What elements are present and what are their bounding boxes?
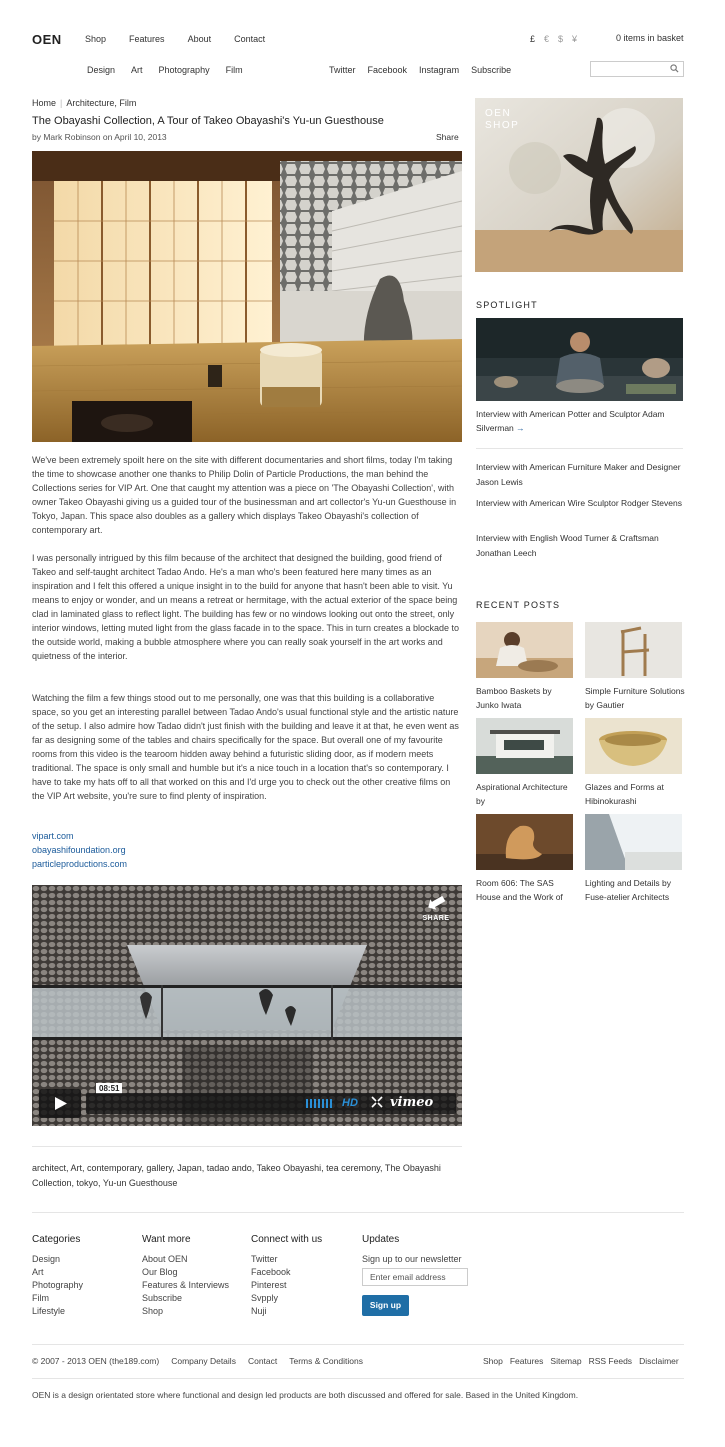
signup-button[interactable]: Sign up — [362, 1295, 409, 1316]
recent-post-title[interactable]: Bamboo Baskets by Junko Iwata — [476, 686, 552, 710]
footer-link-shop[interactable]: Shop — [483, 1356, 503, 1366]
spotlight-item[interactable]: Interview with English Wood Turner & Craftsman Jonathan Leech — [476, 533, 659, 558]
footer-link[interactable]: Art — [32, 1267, 44, 1277]
link-obayashi-foundation[interactable]: obayashifoundation.org — [32, 845, 126, 855]
hd-toggle[interactable]: HD — [342, 1097, 358, 1109]
fullscreen-button[interactable] — [371, 1096, 383, 1108]
breadcrumb-separator: | — [60, 98, 63, 108]
link-particle-productions[interactable]: particleproductions.com — [32, 859, 128, 869]
nav-about[interactable]: About — [187, 34, 212, 44]
main-nav — [85, 34, 288, 44]
footer-connect — [251, 1233, 322, 1318]
spotlight-item[interactable]: Interview with American Wire Sculptor Rodger Stevens — [476, 498, 682, 508]
footer-link[interactable]: Design — [32, 1254, 61, 1264]
newsletter-text: Sign up to our newsletter — [362, 1254, 462, 1264]
link-vipart[interactable]: vipart.com — [32, 831, 74, 841]
footer-link[interactable]: Photography — [32, 1280, 84, 1290]
category-nav — [87, 65, 259, 75]
play-button[interactable] — [39, 1089, 81, 1118]
recent-post-image[interactable] — [476, 718, 573, 774]
video-share-button[interactable] — [418, 893, 454, 922]
newsletter-email-input[interactable]: Enter email address — [362, 1268, 468, 1286]
footer-bottom-links — [32, 1356, 375, 1366]
category-film[interactable]: Film — [225, 65, 243, 75]
vimeo-logo[interactable]: vimeo — [390, 1095, 434, 1110]
recent-post-image[interactable] — [476, 814, 573, 870]
nav-contact[interactable]: Contact — [234, 34, 266, 44]
footer-heading: Connect with us — [251, 1234, 323, 1245]
footer-categories — [32, 1233, 83, 1318]
footer-link-sitemap[interactable]: Sitemap — [550, 1356, 582, 1366]
video-player[interactable] — [32, 885, 462, 1126]
breadcrumb — [32, 98, 136, 108]
footer-link[interactable]: About OEN — [142, 1254, 188, 1264]
footer-heading: Categories — [32, 1234, 81, 1245]
recent-post-title[interactable]: Simple Furniture Solutions by Gautier — [585, 686, 685, 710]
footer-updates — [362, 1233, 462, 1266]
copyright: © 2007 - 2013 OEN (the189.com) — [32, 1356, 160, 1366]
article-paragraph: We've been extremely spoilt here on the site with different documentaries and short films, today I'm taking the time to showcase another one thanks to Philip Dolin of Particle Productions, the man behind the Collections series for VIP Art. One that caught my attention was a piece on 'The Obayashi Collection', with owner Takeo Obayashi giving us a guided tour of the businessman and art collector's Yu-un Guesthouse in Tokyo, Japan. This space also doubles as a gallery which displays Takeo Obayashi's collection of contemporary art. — [32, 455, 457, 535]
article-paragraph: Watching the film a few things stood out to me personally, one was that this building is a collaborative space, so you get an interesting parallel between Tadao Ando's usual functional style and the artistic nature of the setup. I also admire how Tadao didn't just finish with the building and leave it at that, he even went as far as designing some of the tables and chairs specifically for the space. But overall one of my favourite rooms from this video is the tearoom hidden away behind a futuristic sliding door, as if modern meets traditional. The space is only small and humble but it's a nice touch in a location that's so contemporary. I have to take my hats off to all that worked on this and I'd urge you to check out the other creative films on the VIP Art website, you're sure to find plenty of inspiration. — [32, 693, 459, 801]
search-input[interactable] — [590, 61, 684, 77]
divider — [32, 1146, 462, 1147]
shop-promo[interactable] — [475, 98, 683, 272]
divider — [32, 1378, 684, 1379]
nav-shop[interactable]: Shop — [85, 34, 107, 44]
footer-link[interactable]: Our Blog — [142, 1267, 178, 1277]
footer-link[interactable]: Nuji — [251, 1306, 267, 1316]
divider — [476, 448, 683, 449]
search-icon[interactable] — [670, 64, 679, 75]
social-nav — [329, 65, 523, 75]
footer-link-company-details[interactable]: Company Details — [171, 1356, 236, 1366]
arrow-right-icon: → — [516, 423, 525, 433]
category-design[interactable]: Design — [87, 65, 116, 75]
currency-usd[interactable]: $ — [558, 34, 564, 44]
footer-heading: Updates — [362, 1234, 400, 1245]
spotlight-caption-text: Interview with American Potter and Sculptor Adam Silverman — [476, 409, 665, 433]
hero-image — [32, 151, 462, 442]
footer-link-rss[interactable]: RSS Feeds — [588, 1356, 633, 1366]
shop-label-oen: OEN — [485, 108, 512, 119]
article-paragraph: I was personally intrigued by this film because of the architect that designed the building, good friend of Takeo and self-taught architect Tadao Ando. He's a man who's been featured here many times as an inspiration and I felt this offered a unique insight in to the build for anyone that hasn't been able to visit. Yu means to enjoy or wonder, and un means a retreat or hermitage, with the actual exterior of the space being clad in laminated glass to reflect light. The building has few or no windows looking out onto the street, only interior windows, letting muted light from the glass facade in to the space. This in turn creates a blockade to the outside world, making a bubble atmosphere where you can really soak yourself in the art works and quietness of the interior. — [32, 553, 460, 661]
recent-post-image[interactable] — [476, 622, 573, 678]
share-icon — [425, 893, 447, 913]
footer-link[interactable]: Pinterest — [251, 1280, 287, 1290]
article-byline: by Mark Robinson on April 10, 2013 — [32, 132, 167, 142]
footer-want-more — [142, 1233, 229, 1318]
spotlight-item[interactable]: Interview with American Furniture Maker and Designer Jason Lewis — [476, 462, 681, 487]
currency-switcher — [530, 34, 577, 44]
footer-about-text: OEN is a design orientated store where functional and design led products are both discussed and offered for sale. Based in the United Kingdom. — [32, 1390, 579, 1400]
footer-link[interactable]: Subscribe — [142, 1293, 183, 1303]
footer-link[interactable]: Twitter — [251, 1254, 278, 1264]
footer-link-contact[interactable]: Contact — [247, 1356, 278, 1366]
footer-link-terms[interactable]: Terms & Conditions — [289, 1356, 363, 1366]
recent-post-image[interactable] — [585, 622, 682, 678]
recent-posts-heading: RECENT POSTS — [476, 600, 561, 610]
breadcrumb-home[interactable]: Home — [32, 98, 57, 108]
footer-link[interactable]: Shop — [142, 1306, 164, 1316]
footer-heading: Want more — [142, 1234, 191, 1245]
social-instagram[interactable]: Instagram — [419, 65, 460, 75]
video-control-bar — [86, 1093, 456, 1114]
play-icon — [39, 1089, 81, 1118]
recent-post-title[interactable]: Lighting and Details by Fuse-atelier Architects — [585, 878, 672, 902]
breadcrumb-section[interactable]: Architecture, Film — [66, 98, 137, 108]
related-links — [32, 829, 127, 871]
currency-jpy[interactable]: ¥ — [572, 34, 578, 44]
nav-features[interactable]: Features — [129, 34, 165, 44]
shop-label-shop: SHOP — [485, 120, 520, 131]
divider — [32, 1212, 684, 1213]
site-logo[interactable]: OEN — [32, 32, 62, 47]
article-title: The Obayashi Collection, A Tour of Takeo Obayashi's Yu-un Guesthouse — [32, 115, 384, 127]
video-share-label: SHARE — [422, 915, 450, 922]
currency-eur[interactable]: € — [544, 34, 550, 44]
recent-post-title[interactable]: Glazes and Forms at Hibinokurashi — [585, 782, 664, 806]
social-twitter[interactable]: Twitter — [329, 65, 356, 75]
footer-link-disclaimer[interactable]: Disclaimer — [639, 1356, 679, 1366]
recent-post-image[interactable] — [585, 718, 682, 774]
recent-post-image[interactable] — [585, 814, 682, 870]
recent-post-title[interactable]: Aspirational Architecture by — [476, 782, 568, 806]
fullscreen-icon — [371, 1096, 383, 1108]
footer-right-links — [483, 1356, 686, 1366]
spotlight-caption[interactable] — [476, 407, 686, 435]
footer-link[interactable]: Features & Interviews — [142, 1280, 230, 1290]
article-tags: architect, Art, contemporary, gallery, Japan, tadao ando, Takeo Obayashi, tea ceremony, The Obayashi Collection, tokyo, Yu-un Guesthouse — [32, 1163, 441, 1188]
basket-link[interactable]: 0 items in basket — [616, 33, 684, 43]
shop-promo-label — [485, 108, 519, 132]
share-button[interactable]: Share — [436, 132, 459, 142]
spotlight-heading: SPOTLIGHT — [476, 300, 538, 310]
recent-post-title[interactable]: Room 606: The SAS House and the Work of — [476, 878, 563, 902]
social-subscribe[interactable]: Subscribe — [471, 65, 512, 75]
spotlight-image[interactable] — [476, 318, 683, 401]
footer-link[interactable]: Svpply — [251, 1293, 279, 1303]
volume-control[interactable] — [306, 1099, 332, 1108]
footer-link[interactable]: Facebook — [251, 1267, 291, 1277]
footer-link-features[interactable]: Features — [509, 1356, 544, 1366]
currency-gbp[interactable]: £ — [530, 34, 536, 44]
video-duration: 08:51 — [96, 1083, 122, 1094]
category-art[interactable]: Art — [131, 65, 143, 75]
category-photography[interactable]: Photography — [158, 65, 210, 75]
footer-link[interactable]: Film — [32, 1293, 49, 1303]
footer-link[interactable]: Lifestyle — [32, 1306, 66, 1316]
divider — [32, 1344, 684, 1345]
social-facebook[interactable]: Facebook — [367, 65, 408, 75]
